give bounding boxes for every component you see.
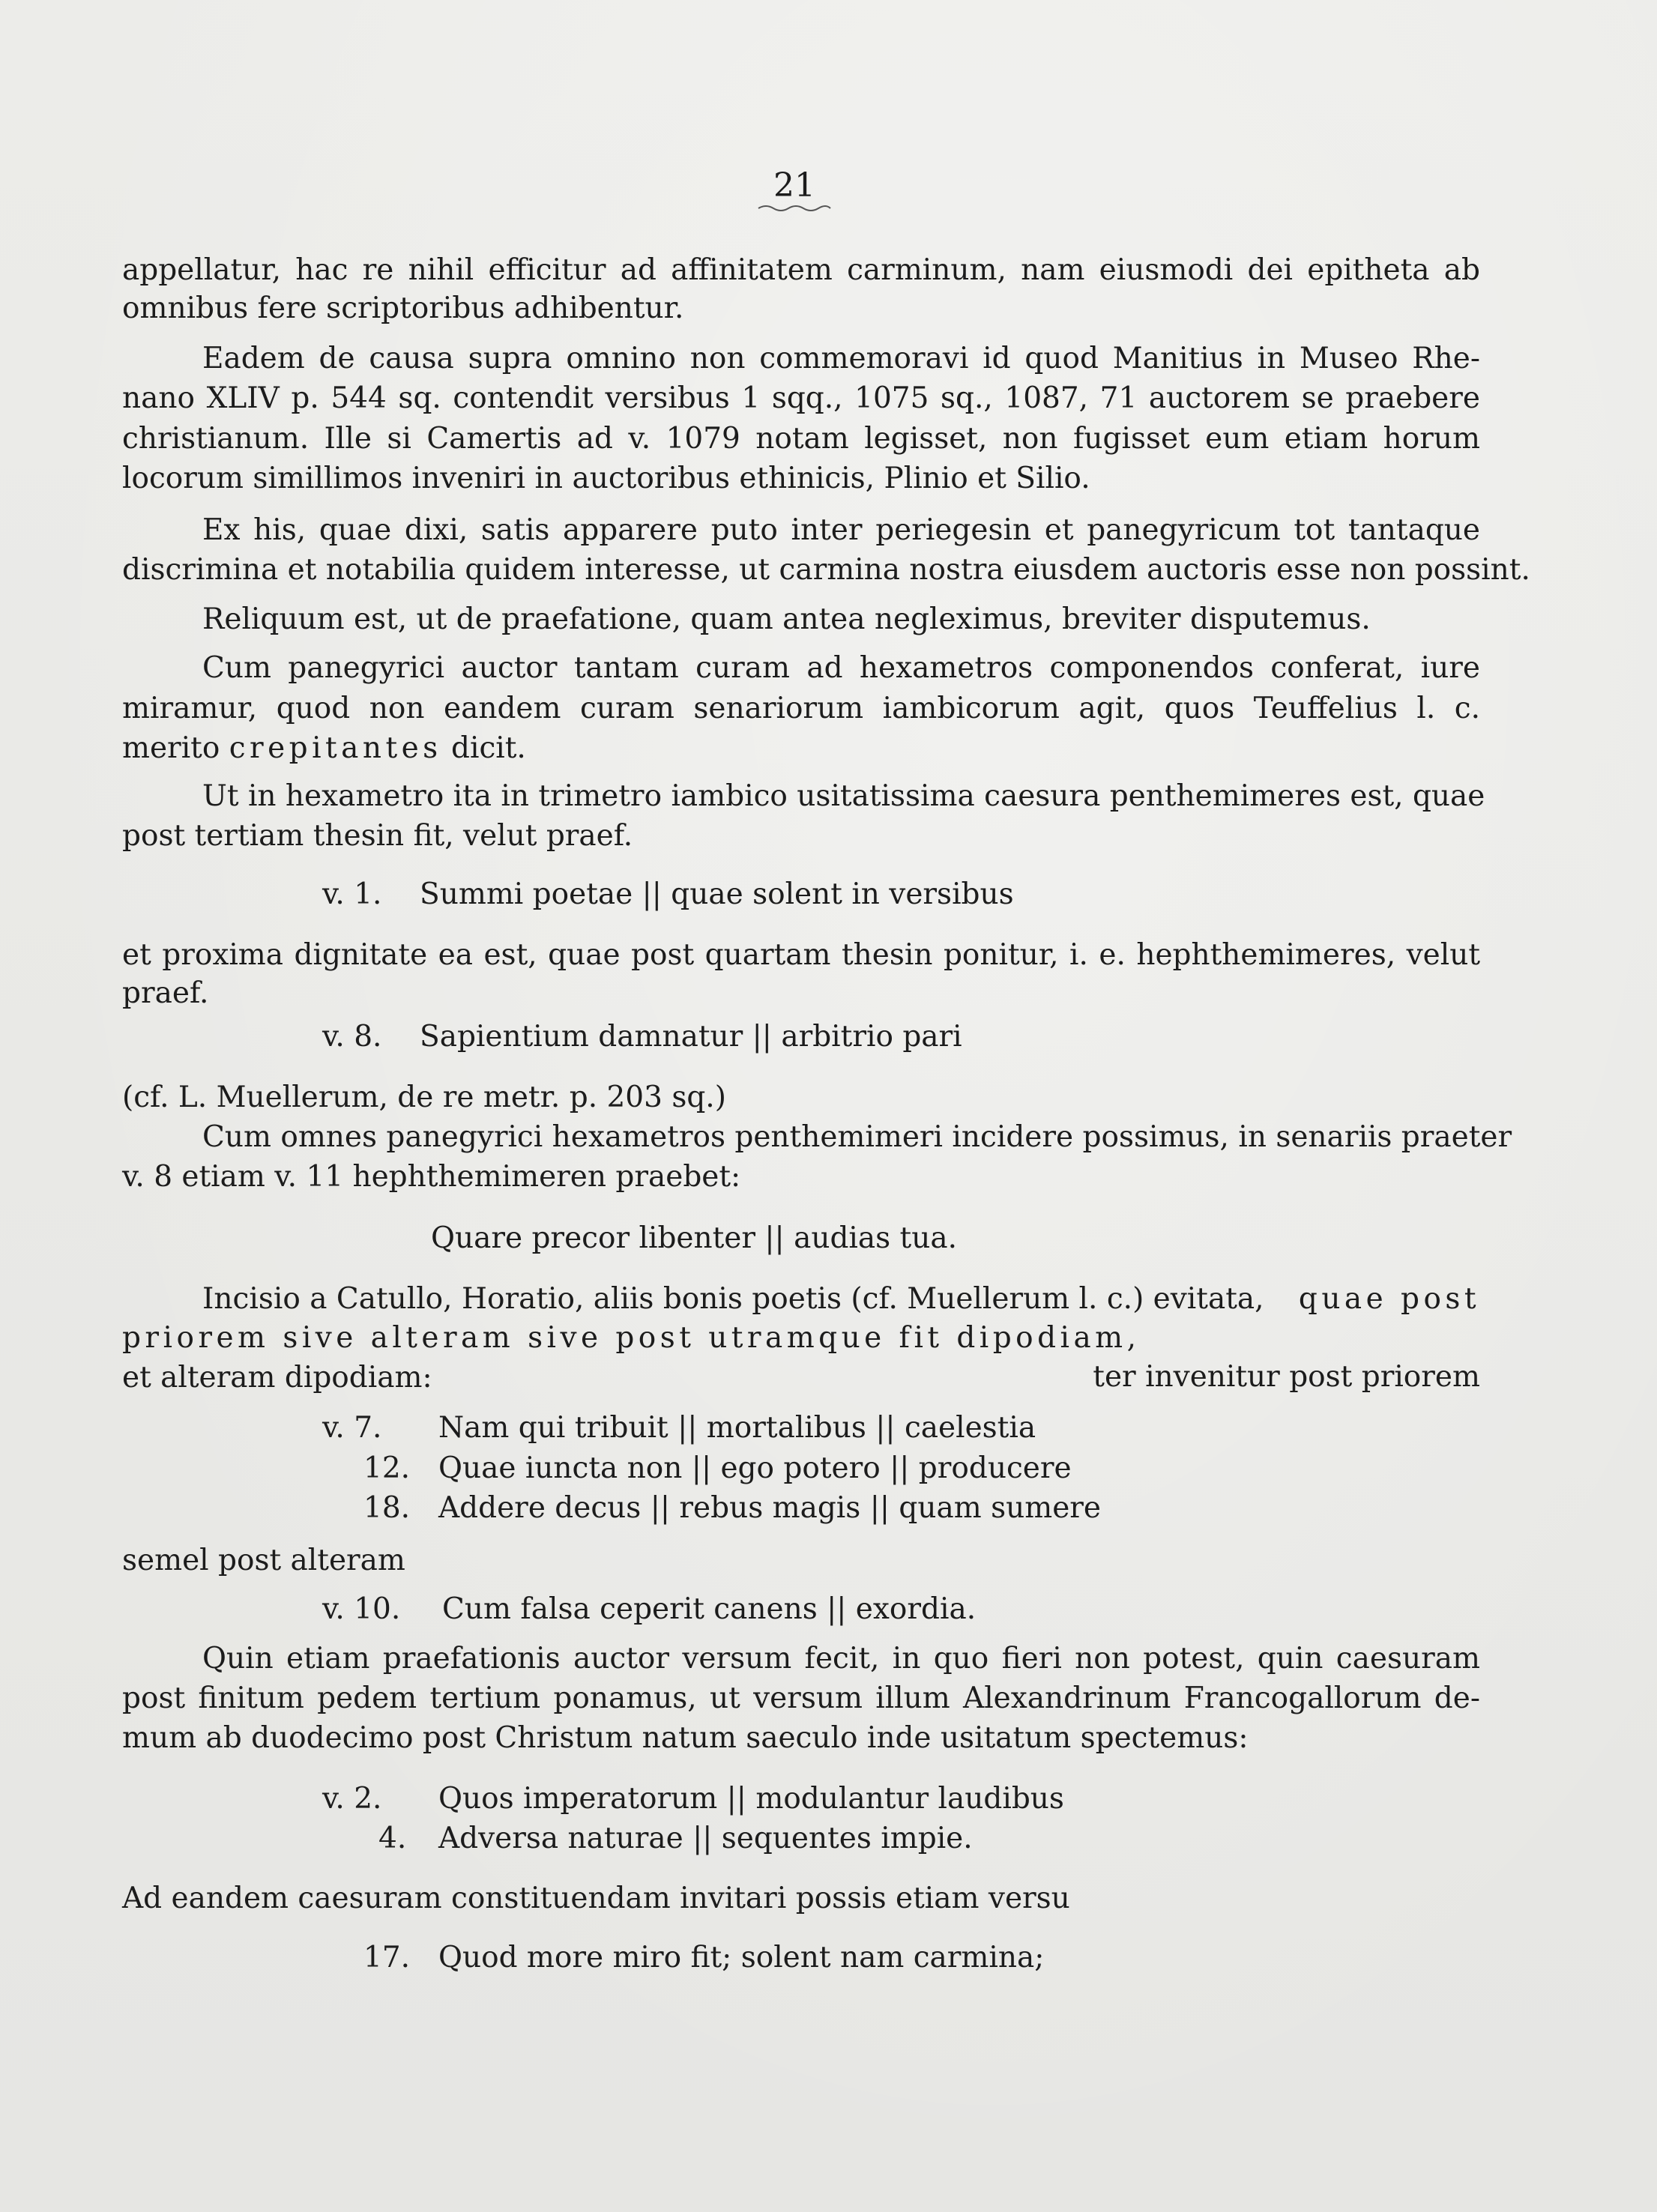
text-run: Incisio a Catullo, Horatio, aliis bonis poetis (cf. Muellerum l. c.) evitata, xyxy=(202,1282,1264,1316)
text-line: discrimina et notabilia quidem interesse, ut carmina nostra eiusdem auctoris esse non possint. xyxy=(122,553,1530,587)
verse-number: 17. xyxy=(363,1941,411,1974)
verse-number: 12. xyxy=(363,1451,411,1485)
text-line: omnibus fere scriptoribus adhibentur. xyxy=(122,291,684,325)
verse-text: Quod more miro fit; solent nam carmina; xyxy=(438,1941,1045,1974)
verse-text: Adversa naturae || sequentes impie. xyxy=(438,1822,973,1855)
text-line xyxy=(202,1280,1480,1319)
text-run: merito xyxy=(122,731,229,765)
text-line: Ad eandem caesuram constituendam invitari possis etiam versu xyxy=(122,1882,1070,1915)
verse-number: 4. xyxy=(378,1822,407,1855)
verse-text: Quare precor libenter || audias tua. xyxy=(431,1221,957,1255)
text-line: Eadem de causa supra omnino non commemoravi id quod Manitius in Museo Rhe- xyxy=(202,342,1480,375)
text-line: et proxima dignitate ea est, quae post quartam thesin ponitur, i. e. hephthemimeres, velut xyxy=(122,938,1480,972)
text-line: v. 8 etiam v. 11 hephthemimeren praebet: xyxy=(122,1160,741,1194)
page-number: 21 xyxy=(773,166,815,205)
verse-text: Nam qui tribuit || mortalibus || caelestia xyxy=(438,1411,1036,1445)
text-line: Ut in hexametro ita in trimetro iambico usitatissima caesura penthemimeres est, quae xyxy=(202,779,1485,813)
verse-number: v. 8. xyxy=(322,1020,382,1054)
text-line: christianum. Ille si Camertis ad v. 1079 notam legisset, non fugisset eum etiam horum xyxy=(122,422,1480,456)
text-line: Reliquum est, ut de praefatione, quam antea negleximus, breviter disputemus. xyxy=(202,602,1371,636)
verse-number: v. 7. xyxy=(322,1411,382,1445)
verse-text: Quos imperatorum || modulantur laudibus xyxy=(438,1782,1064,1816)
text-line: (cf. L. Muellerum, de re metr. p. 203 sq.) xyxy=(122,1081,726,1114)
emphasized-phrase: quae post xyxy=(1298,1282,1480,1316)
text-line: Cum panegyrici auctor tantam curam ad hexametros componendos conferat, iure xyxy=(202,651,1480,685)
text-run: ter invenitur post priorem xyxy=(1093,1360,1480,1394)
text-line: post tertiam thesin fit, velut praef. xyxy=(122,819,633,853)
text-line: semel post alteram xyxy=(122,1544,405,1577)
verse-text: Sapientium damnatur || arbitrio pari xyxy=(420,1020,962,1054)
text-line: Quin etiam praefationis auctor versum fecit, in quo fieri non potest, quin caesuram xyxy=(202,1642,1480,1675)
text-line xyxy=(122,729,1480,768)
text-line: appellatur, hac re nihil efficitur ad affinitatem carminum, nam eiusmodi dei epitheta ab xyxy=(122,253,1480,287)
emphasized-phrase: priorem sive alteram sive post utramque fit dipodiam, xyxy=(122,1321,1141,1355)
text-line: Ex his, quae dixi, satis apparere puto inter periegesin et panegyricum tot tantaque xyxy=(202,513,1480,547)
text-line: Cum omnes panegyrici hexametros penthemimeri incidere possimus, in senariis praeter xyxy=(202,1120,1512,1154)
verse-number: v. 10. xyxy=(322,1592,401,1626)
text-line: locorum simillimos inveniri in auctoribus ethinicis, Plinio et Silio. xyxy=(122,462,1090,495)
text-line: nano XLIV p. 544 sq. contendit versibus 1 sqq., 1075 sq., 1087, 71 auctorem se praebere xyxy=(122,381,1480,415)
page-number-ornament xyxy=(757,202,832,213)
text-line: post finitum pedem tertium ponamus, ut versum illum Alexandrinum Francogallorum de- xyxy=(122,1681,1480,1715)
verse-text: Cum falsa ceperit canens || exordia. xyxy=(442,1592,977,1626)
verse-number: v. 2. xyxy=(322,1782,382,1816)
verse-text: Addere decus || rebus magis || quam sumere xyxy=(438,1491,1101,1525)
text-line: mum ab duodecimo post Christum natum saeculo inde usitatum spectemus: xyxy=(122,1721,1249,1755)
text-line: praef. xyxy=(122,976,209,1010)
text-line: et alteram dipodiam: xyxy=(122,1361,432,1394)
text-run: dicit. xyxy=(441,731,526,765)
verse-number: 18. xyxy=(363,1491,411,1525)
verse-text: Quae iuncta non || ego potero || producere xyxy=(438,1451,1072,1485)
verse-text: Summi poetae || quae solent in versibus xyxy=(420,877,1014,911)
verse-number: v. 1. xyxy=(322,877,382,911)
text-line: miramur, quod non eandem curam senariorum iambicorum agit, quos Teuffelius l. c. xyxy=(122,692,1480,725)
emphasized-word: crepitantes xyxy=(229,731,442,765)
